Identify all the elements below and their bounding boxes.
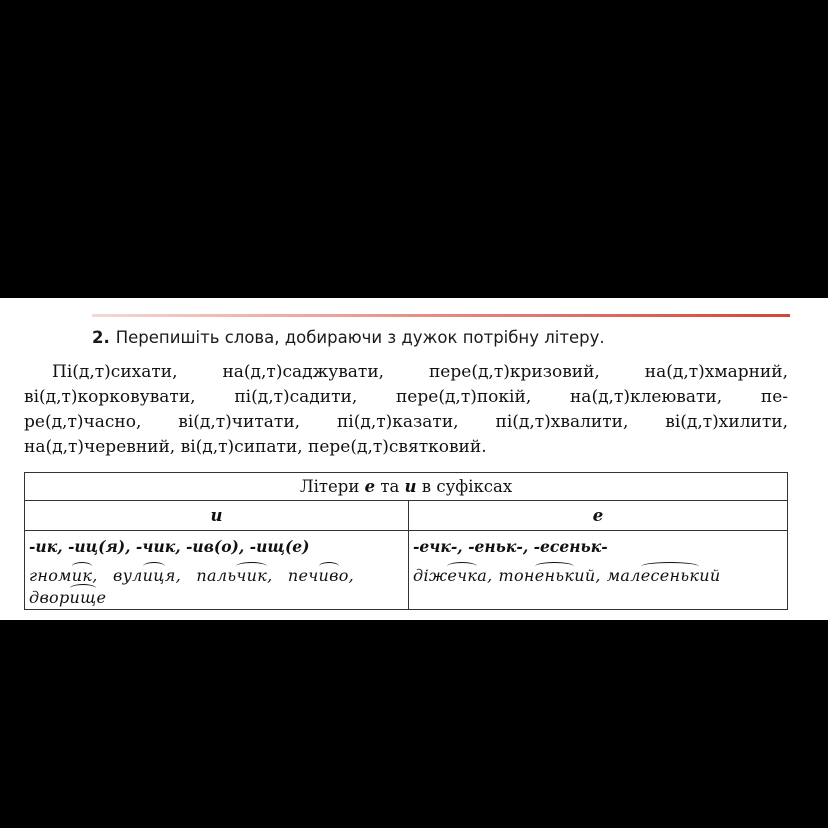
- suffix-list-y: -ик, -иц(я), -чик, -ив(о), -ищ(е): [29, 537, 310, 556]
- task-heading: [92, 328, 605, 347]
- exercise-line-3: ре(д,т)часно, ві(д,т)читати, пі(д,т)казати, пі(д,т)хвалити, ві(д,т)хилити,: [24, 412, 788, 432]
- section-divider: [92, 314, 790, 317]
- examples-y: [29, 565, 404, 609]
- col-header-y: и: [25, 501, 409, 531]
- table-caption: Літери е та и в суфіксах: [25, 473, 788, 501]
- col-header-e: е: [409, 501, 788, 531]
- exercise-line-4: на(д,т)черевний, ві(д,т)сипати, пере(д,т)святковий.: [24, 437, 487, 457]
- task-text: Перепишіть слова, добираючи з дужок потрібну літеру.: [115, 328, 605, 347]
- example-word: тоненький,: [498, 566, 601, 585]
- example-word: гномик,: [29, 566, 98, 585]
- letter-y: и: [404, 477, 417, 496]
- task-number: 2.: [92, 328, 110, 347]
- letter-e: е: [364, 477, 376, 496]
- example-word: дворище: [29, 588, 107, 607]
- suffix-list-e: -ечк-, -еньк-, -есеньк-: [413, 537, 608, 556]
- cell-y-suffixes: [25, 531, 409, 610]
- exercise-line-2: ві(д,т)корковувати, пі(д,т)садити, пере(д,т)покій, на(д,т)клеювати, пе-: [24, 387, 788, 407]
- example-word: пальчик,: [196, 566, 273, 585]
- example-word: вулиця,: [112, 566, 182, 585]
- textbook-page: [0, 298, 828, 620]
- suffix-table: [24, 472, 788, 610]
- cell-e-suffixes: [409, 531, 788, 610]
- example-word: печиво,: [287, 566, 355, 585]
- examples-e: [413, 565, 783, 587]
- exercise-line-1: Пі(д,т)сихати, на(д,т)саджувати, пере(д,т)кризовий, на(д,т)хмарний,: [52, 362, 788, 382]
- example-word: малесенький: [606, 566, 721, 585]
- example-word: діжечка,: [413, 566, 493, 585]
